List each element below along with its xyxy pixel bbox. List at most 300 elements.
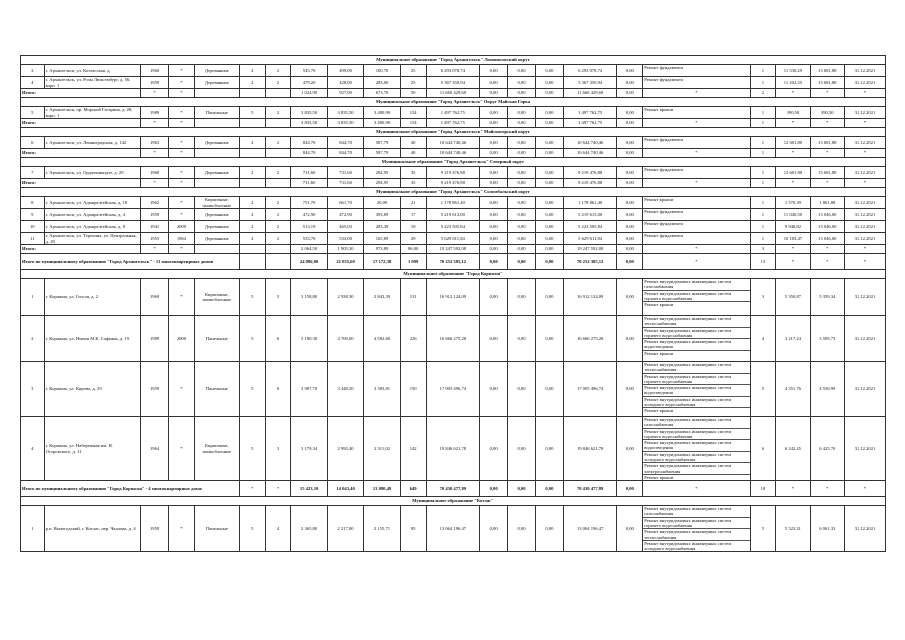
- residents-cell: 649: [400, 481, 426, 497]
- fund-4-cell: 10 644 740,46: [563, 137, 617, 149]
- fund-5-cell: 0,00: [617, 179, 643, 188]
- row-number-cell: 6: [21, 137, 45, 149]
- area-living-cell: 472,90: [327, 209, 363, 221]
- floors-cell: [239, 149, 265, 158]
- area-total-cell: 844,70: [291, 137, 327, 149]
- residents-cell: 50: [400, 89, 426, 98]
- fund-2-cell: 0,00: [508, 233, 536, 245]
- deadline-cell: 31.12.2021: [844, 233, 885, 245]
- area-mun-cell: 2 843,39: [364, 279, 400, 316]
- repair-type-item: Ремонт внутридомовых инженерных систем водоотведения: [643, 385, 749, 397]
- fund-3-cell: 0,00: [535, 149, 563, 158]
- repair-count-cell: 1: [750, 65, 776, 77]
- wall-material-cell: Панельные: [194, 107, 239, 119]
- year-built-cell: *: [141, 149, 169, 158]
- total-label-cell: Итого:: [21, 179, 141, 188]
- table-row: [21, 137, 886, 149]
- wall-material-cell: Панельные: [194, 362, 239, 417]
- fund-2-cell: 0,00: [508, 65, 536, 77]
- unit-cost-cell: 5 523,31: [776, 506, 810, 552]
- fund-3-cell: 0,00: [535, 209, 563, 221]
- fund-4-cell: 17 005 496,74: [563, 362, 617, 417]
- grand-total-row: [21, 254, 886, 270]
- fund-4-cell: 1 497 762,75: [563, 107, 617, 119]
- fund-3-cell: 0,00: [535, 179, 563, 188]
- area-total-cell: 15 423,10: [291, 481, 327, 497]
- deadline-cell: 31.12.2021: [844, 209, 885, 221]
- deadline-cell: 31.12.2021: [844, 506, 885, 552]
- fund-1-cell: 0,00: [480, 179, 508, 188]
- fund-4-cell: 5 367 350,94: [563, 77, 617, 89]
- area-mun-cell: 283,00: [364, 77, 400, 89]
- area-living-cell: 844,70: [327, 137, 363, 149]
- repair-types-cell: *: [643, 481, 750, 497]
- cost-total-cell: 16 666 275,28: [426, 316, 480, 362]
- area-mun-cell: 165,89: [364, 233, 400, 245]
- fund-5-cell: 0,00: [617, 417, 643, 481]
- row-number-cell: 8: [21, 197, 45, 209]
- fund-1-cell: 0,00: [480, 149, 508, 158]
- section-header-row: [21, 98, 886, 107]
- repair-count-cell: 1: [750, 197, 776, 209]
- year-reconstructed-cell: *: [169, 197, 195, 209]
- area-mun-cell: 17 172,38: [364, 254, 400, 270]
- table-body: [21, 56, 886, 552]
- total-label-cell: Итого:: [21, 149, 141, 158]
- total-label-cell: Итого:: [21, 245, 141, 254]
- fund-5-cell: 0,00: [617, 279, 643, 316]
- max-cost-cell: 13 681,88: [810, 137, 844, 149]
- floors-cell: 5: [239, 279, 265, 316]
- year-built-cell: 1960: [141, 65, 169, 77]
- fund-4-cell: 9 219 476,88: [563, 167, 617, 179]
- repair-type-item: Ремонт фундамента: [644, 209, 684, 214]
- fund-4-cell: 16 912 124,09: [563, 279, 617, 316]
- residents-cell: 40: [400, 149, 426, 158]
- address-cell: г. Архангельск, ул. Адмиралтейская, д. 10: [44, 197, 141, 209]
- subtotal-row: [21, 179, 886, 188]
- area-living-cell: 533,00: [327, 233, 363, 245]
- residents-cell: 21: [400, 197, 426, 209]
- repair-count-cell: 1: [750, 167, 776, 179]
- subtotal-row: [21, 149, 886, 158]
- table-row: [21, 221, 886, 233]
- fund-4-cell: 16 666 275,28: [563, 316, 617, 362]
- cost-total-cell: 19 247 592,08: [426, 245, 480, 254]
- section-title: Муниципальное образование "Город Архангельск" Соломбальский округ: [21, 188, 886, 197]
- cost-total-cell: 5 219 613,00: [426, 209, 480, 221]
- fund-3-cell: 0,00: [535, 506, 563, 552]
- repair-count-cell: 13: [750, 254, 776, 270]
- repair-type-item: Ремонт фундамента: [644, 137, 684, 142]
- cost-total-cell: 70 430 477,89: [426, 481, 480, 497]
- floors-cell: [239, 254, 265, 270]
- fund-5-cell: 0,00: [617, 233, 643, 245]
- unit-cost-cell: *: [776, 254, 810, 270]
- area-mun-cell: 3 383,81: [364, 362, 400, 417]
- year-built-cell: 1941: [141, 221, 169, 233]
- area-total-cell: 3 158,80: [291, 279, 327, 316]
- deadline-cell: 31.12.2021: [844, 137, 885, 149]
- row-number-cell: 1: [21, 506, 45, 552]
- year-reconstructed-cell: *: [169, 89, 195, 98]
- fund-1-cell: 0,00: [480, 221, 508, 233]
- area-living-cell: 465,03: [327, 221, 363, 233]
- repair-type-item: Ремонт крыши: [644, 107, 674, 112]
- entrances-cell: 2: [265, 233, 291, 245]
- repair-type-item: Ремонт внутридомовых инженерных систем водоотведения: [643, 440, 749, 452]
- fund-3-cell: 0,00: [535, 279, 563, 316]
- row-number-cell: 3: [21, 65, 45, 77]
- entrances-cell: [265, 245, 291, 254]
- deadline-cell: 31.12.2021: [844, 107, 885, 119]
- repair-type-item: Ремонт внутридомовых инженерных систем газоснабжения: [643, 279, 749, 291]
- residents-cell: 226: [400, 316, 426, 362]
- unit-cost-cell: 6 242,45: [776, 417, 810, 481]
- fund-2-cell: 0,00: [508, 245, 536, 254]
- year-built-cell: 1989: [141, 316, 169, 362]
- area-mun-cell: 294,95: [364, 167, 400, 179]
- max-cost-cell: *: [810, 119, 844, 128]
- repair-types-cell: [643, 167, 750, 179]
- fund-1-cell: 0,00: [480, 233, 508, 245]
- residents-cell: 86,00: [400, 245, 426, 254]
- deadline-cell: 31.12.2021: [844, 65, 885, 77]
- entrances-cell: 2: [265, 77, 291, 89]
- residents-cell: 131: [400, 279, 426, 316]
- entrances-cell: 2: [265, 209, 291, 221]
- deadline-cell: *: [844, 89, 885, 98]
- fund-2-cell: 0,00: [508, 506, 536, 552]
- fund-3-cell: 0,00: [535, 137, 563, 149]
- wall-material-cell: [194, 179, 239, 188]
- deadline-cell: 31.12.2021: [844, 417, 885, 481]
- fund-3-cell: 0,00: [535, 197, 563, 209]
- wall-material-cell: Деревянные: [194, 77, 239, 89]
- max-cost-cell: 13 046,00: [810, 209, 844, 221]
- max-cost-cell: 1 861,88: [810, 197, 844, 209]
- floors-cell: 2: [239, 221, 265, 233]
- area-mun-cell: 673,70: [364, 89, 400, 98]
- cost-total-cell: 5 629 611,84: [426, 233, 480, 245]
- max-cost-cell: 4 550,99: [810, 362, 844, 417]
- fund-4-cell: 13 064 196,47: [563, 506, 617, 552]
- area-total-cell: 731,60: [291, 167, 327, 179]
- area-mun-cell: 393,89: [364, 209, 400, 221]
- repair-count-cell: 18: [750, 481, 776, 497]
- repair-type-item: Ремонт внутридомовых инженерных систем холодного водоснабжения: [644, 540, 732, 552]
- fund-2-cell: 0,00: [508, 197, 536, 209]
- floors-cell: 2: [239, 233, 265, 245]
- fund-2-cell: 0,00: [508, 119, 536, 128]
- area-total-cell: 3 907,70: [291, 362, 327, 417]
- section-title: Муниципальное образование "Город Архангельск" Округ Майская Горка: [21, 98, 886, 107]
- deadline-cell: 31.12.2021: [844, 279, 885, 316]
- fund-2-cell: 0,00: [508, 481, 536, 497]
- area-mun-cell: 3 480,90: [364, 119, 400, 128]
- section-header-row: [21, 188, 886, 197]
- repair-count-cell: 1: [750, 209, 776, 221]
- fund-1-cell: 0,00: [480, 279, 508, 316]
- wall-material-cell: [194, 149, 239, 158]
- document-sheet: [20, 55, 886, 552]
- unit-cost-cell: 9 948,82: [776, 221, 810, 233]
- area-total-cell: 545,70: [291, 65, 327, 77]
- unit-cost-cell: 12 601,80: [776, 167, 810, 179]
- repair-types-cell: *: [643, 179, 750, 188]
- year-built-cell: *: [141, 179, 169, 188]
- area-total-cell: 5 180,30: [291, 316, 327, 362]
- section-header-row: [21, 128, 886, 137]
- max-cost-cell: 13 046,00: [810, 221, 844, 233]
- year-reconstructed-cell: *: [169, 167, 195, 179]
- year-reconstructed-cell: *: [169, 119, 195, 128]
- max-cost-cell: *: [810, 89, 844, 98]
- entrances-cell: 2: [265, 107, 291, 119]
- fund-5-cell: 0,00: [617, 481, 643, 497]
- area-living-cell: 731,60: [327, 179, 363, 188]
- table-row: [21, 197, 886, 209]
- deadline-cell: *: [844, 254, 885, 270]
- year-reconstructed-cell: *: [169, 77, 195, 89]
- repair-count-cell: 1: [750, 221, 776, 233]
- fund-5-cell: 0,00: [617, 254, 643, 270]
- fund-5-cell: 0,00: [617, 65, 643, 77]
- cost-total-cell: 10 644 740,46: [426, 137, 480, 149]
- max-cost-cell: *: [810, 149, 844, 158]
- year-built-cell: 1962: [141, 197, 169, 209]
- cost-total-cell: 70 252 385,12: [426, 254, 480, 270]
- entrances-cell: [265, 179, 291, 188]
- year-reconstructed-cell: *: [169, 209, 195, 221]
- fund-3-cell: 0,00: [535, 362, 563, 417]
- cost-total-cell: 16 912 124,09: [426, 279, 480, 316]
- deadline-cell: 31.12.2021: [844, 197, 885, 209]
- unit-cost-cell: 11 040,50: [776, 209, 810, 221]
- area-total-cell: 24 086,80: [291, 254, 327, 270]
- residents-cell: 154: [400, 119, 426, 128]
- entrances-cell: 6: [265, 316, 291, 362]
- repair-types-cell: [643, 316, 750, 362]
- deadline-cell: 31.12.2021: [844, 362, 885, 417]
- fund-3-cell: 0,00: [535, 316, 563, 362]
- repair-types-cell: [643, 107, 750, 119]
- residents-cell: 150: [400, 362, 426, 417]
- wall-material-cell: Панельные: [194, 506, 239, 552]
- max-cost-cell: *: [810, 245, 844, 254]
- fund-1-cell: 0,00: [480, 107, 508, 119]
- fund-5-cell: 0,00: [617, 107, 643, 119]
- table-row: [21, 417, 886, 481]
- fund-1-cell: 0,00: [480, 245, 508, 254]
- repair-type-item: Ремонт внутридомовых инженерных систем горячего водоснабжения: [643, 291, 749, 303]
- wall-material-cell: Деревянные: [194, 233, 239, 245]
- unit-cost-cell: *: [776, 179, 810, 188]
- year-reconstructed-cell: 2000: [169, 316, 195, 362]
- row-number-cell: 3: [21, 362, 45, 417]
- residents-cell: 25: [400, 77, 426, 89]
- unit-cost-cell: *: [776, 119, 810, 128]
- repair-type-item: Ремонт внутридомовых инженерных систем горячего водоснабжения: [643, 429, 749, 441]
- fund-1-cell: 0,00: [480, 209, 508, 221]
- table-row: [21, 77, 886, 89]
- repair-count-cell: 3: [750, 245, 776, 254]
- cost-total-cell: 19 846 621,78: [426, 417, 480, 481]
- address-cell: г. Архангельск, пр. Морской Гагарина, д. 28, корп. 1: [44, 107, 141, 119]
- row-number-cell: 2: [21, 316, 45, 362]
- repair-count-cell: 1: [750, 77, 776, 89]
- floors-cell: 5: [239, 417, 265, 481]
- year-built-cell: *: [141, 119, 169, 128]
- max-cost-cell: *: [810, 179, 844, 188]
- fund-1-cell: 0,00: [480, 254, 508, 270]
- cost-total-cell: 9 219 476,88: [426, 179, 480, 188]
- wall-material-cell: [194, 245, 239, 254]
- entrances-cell: 3: [265, 417, 291, 481]
- year-reconstructed-cell: 1964: [169, 233, 195, 245]
- repair-types-cell: [643, 65, 750, 77]
- fund-2-cell: 0,00: [508, 209, 536, 221]
- table-row: [21, 65, 886, 77]
- max-cost-cell: *: [810, 254, 844, 270]
- year-reconstructed-cell: *: [169, 506, 195, 552]
- total-label-cell: Итого:: [21, 89, 141, 98]
- unit-cost-cell: 4 351,76: [776, 362, 810, 417]
- area-mun-cell: 13 080,49: [364, 481, 400, 497]
- fund-5-cell: 0,00: [617, 77, 643, 89]
- cost-total-cell: 1 497 762,75: [426, 119, 480, 128]
- area-living-cell: 2 217,00: [327, 506, 363, 552]
- area-mun-cell: 100,70: [364, 65, 400, 77]
- residents-cell: 95: [400, 506, 426, 552]
- area-total-cell: 844,70: [291, 149, 327, 158]
- cost-total-cell: 5 223 505,84: [426, 221, 480, 233]
- address-cell: г. Архангельск, ул. Адмиралтейская, д. 4: [44, 209, 141, 221]
- max-cost-cell: 5 359,34: [810, 279, 844, 316]
- fund-4-cell: 70 252 385,12: [563, 254, 617, 270]
- residents-cell: 142: [400, 417, 426, 481]
- section-header-row: [21, 158, 886, 167]
- cost-total-cell: 1 178 861,40: [426, 197, 480, 209]
- area-total-cell: 513,19: [291, 221, 327, 233]
- repair-type-item: Ремонт внутридомовых инженерных систем горячего водоснабжения: [643, 328, 749, 340]
- fund-3-cell: 0,00: [535, 89, 563, 98]
- section-header-row: [21, 270, 886, 279]
- fund-2-cell: 0,00: [508, 137, 536, 149]
- wall-material-cell: Деревянные: [194, 209, 239, 221]
- repair-types-cell: [643, 279, 750, 316]
- cost-total-cell: 6 293 078,74: [426, 65, 480, 77]
- floors-cell: 5: [239, 316, 265, 362]
- max-cost-cell: 13 681,88: [810, 65, 844, 77]
- year-built-cell: 1959: [141, 77, 169, 89]
- entrances-cell: [265, 254, 291, 270]
- repair-types-cell: [643, 137, 750, 149]
- entrances-cell: 4: [265, 506, 291, 552]
- residents-cell: 154: [400, 107, 426, 119]
- max-cost-cell: 13 681,88: [810, 77, 844, 89]
- area-total-cell: 3 835,50: [291, 119, 327, 128]
- fund-4-cell: 70 430 477,89: [563, 481, 617, 497]
- area-total-cell: 1 024,90: [291, 89, 327, 98]
- residents-cell: 35: [400, 167, 426, 179]
- entrances-cell: 6: [265, 362, 291, 417]
- cost-total-cell: 10 644 740,46: [426, 149, 480, 158]
- fund-1-cell: 0,00: [480, 197, 508, 209]
- repair-count-cell: 1: [750, 137, 776, 149]
- fund-4-cell: 1 497 762,75: [563, 119, 617, 128]
- year-built-cell: 1989: [141, 107, 169, 119]
- repair-type-item: Ремонт внутридомовых инженерных систем газоснабжения: [643, 506, 749, 518]
- year-reconstructed-cell: *: [169, 362, 195, 417]
- fund-3-cell: 0,00: [535, 167, 563, 179]
- fund-2-cell: 0,00: [508, 279, 536, 316]
- deadline-cell: 31.12.2021: [844, 221, 885, 233]
- area-total-cell: 3 835,50: [291, 107, 327, 119]
- area-living-cell: 499,00: [327, 65, 363, 77]
- entrances-cell: [265, 119, 291, 128]
- fund-1-cell: 0,00: [480, 417, 508, 481]
- fund-5-cell: 0,00: [617, 119, 643, 128]
- unit-cost-cell: *: [776, 245, 810, 254]
- repair-type-item: Ремонт внутридомовых инженерных систем горячего водоснабжения: [643, 518, 749, 530]
- floors-cell: 5: [239, 506, 265, 552]
- fund-5-cell: 0,00: [617, 197, 643, 209]
- fund-4-cell: 5 219 613,00: [563, 209, 617, 221]
- year-built-cell: 1959: [141, 506, 169, 552]
- year-reconstructed-cell: *: [169, 245, 195, 254]
- fund-2-cell: 0,00: [508, 149, 536, 158]
- year-built-cell: 1959: [141, 362, 169, 417]
- year-built-cell: 1969: [141, 279, 169, 316]
- address-cell: г. Архангельск, ул. Ленинградская, д. 142: [44, 137, 141, 149]
- fund-2-cell: 0,00: [508, 89, 536, 98]
- fund-3-cell: 0,00: [535, 481, 563, 497]
- area-mun-cell: 3 480,90: [364, 107, 400, 119]
- floors-cell: *: [239, 481, 265, 497]
- repair-count-cell: 3: [750, 279, 776, 316]
- fund-2-cell: 0,00: [508, 254, 536, 270]
- fund-4-cell: 5 223 505,84: [563, 221, 617, 233]
- fund-1-cell: 0,00: [480, 119, 508, 128]
- table-row: [21, 233, 886, 245]
- repair-type-item: Ремонт внутридомовых инженерных систем газоснабжения: [643, 417, 749, 429]
- entrances-cell: 2: [265, 221, 291, 233]
- fund-1-cell: 0,00: [480, 481, 508, 497]
- unit-cost-cell: 11 530,29: [776, 65, 810, 77]
- deadline-cell: *: [844, 149, 885, 158]
- wall-material-cell: Деревянные: [194, 137, 239, 149]
- repair-type-item: Ремонт внутридомовых инженерных систем горячего водоснабжения: [643, 374, 749, 386]
- deadline-cell: *: [844, 245, 885, 254]
- deadline-cell: 31.12.2021: [844, 77, 885, 89]
- deadline-cell: 31.12.2021: [844, 167, 885, 179]
- fund-5-cell: 0,00: [617, 137, 643, 149]
- area-living-cell: 731,60: [327, 167, 363, 179]
- unit-cost-cell: *: [776, 149, 810, 158]
- fund-2-cell: 0,00: [508, 316, 536, 362]
- section-header-row: [21, 56, 886, 65]
- area-living-cell: 844,70: [327, 149, 363, 158]
- repair-count-cell: 1: [750, 149, 776, 158]
- year-reconstructed-cell: *: [169, 65, 195, 77]
- fund-5-cell: 0,00: [617, 245, 643, 254]
- area-living-cell: 14 043,40: [327, 481, 363, 497]
- fund-4-cell: 10 644 740,46: [563, 149, 617, 158]
- fund-5-cell: 0,00: [617, 221, 643, 233]
- fund-3-cell: 0,00: [535, 119, 563, 128]
- residents-cell: 29: [400, 233, 426, 245]
